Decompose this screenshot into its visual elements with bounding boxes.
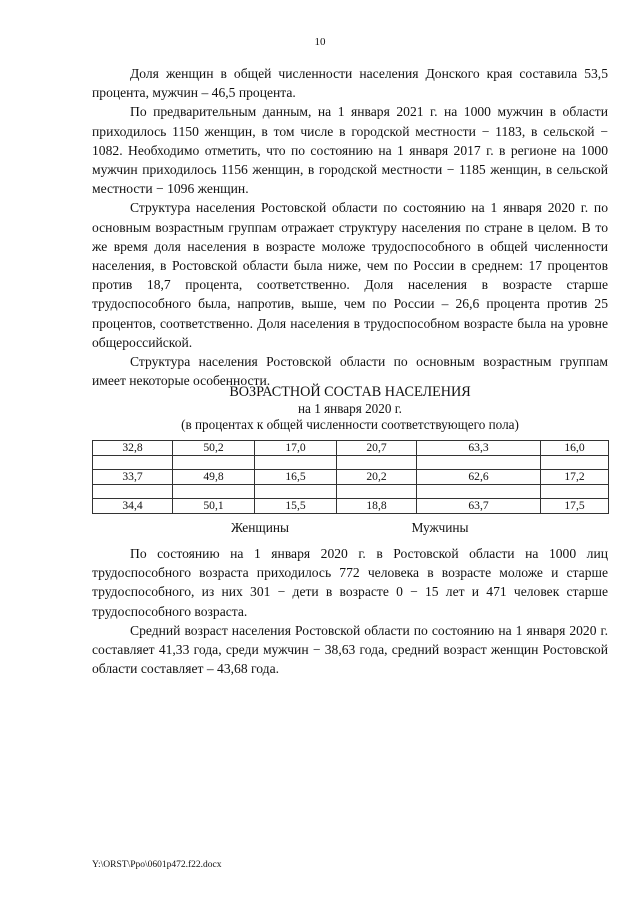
table-cell: 17,0	[255, 441, 337, 456]
table-cell: 17,2	[541, 470, 609, 485]
table-cell: 18,8	[337, 499, 417, 514]
table-note: (в процентах к общей численности соответствующего пола)	[181, 417, 519, 432]
table-cell: 16,0	[541, 441, 609, 456]
table-cell: 20,7	[337, 441, 417, 456]
paragraph: По состоянию на 1 января 2020 г. в Ростовской области на 1000 лиц трудоспособного возраста приходилось 772 человека в возрасте моложе и старше трудоспособного, из них 301 − дети в возрасте 0 − 15 лет и 471 человек старше трудоспособного возраста.	[92, 546, 608, 619]
paragraph: Структура населения Ростовской области по состоянию на 1 января 2020 г. по основным возрастным группам отражает структуру населения по стране в целом. В то же время доля населения в возрасте моложе трудоспособного в общей численности населения, в Ростовской области была ниже, чем по России в среднем: 17 процентов против 18,7 процента, соответственно. Доля населения в возрасте старше трудоспособного была, напротив, выше, чем по России – 26,6 процента против 25 процентов, соответственно. Доля населения в трудоспособном возрасте была на уровне общероссийской.	[92, 200, 608, 350]
table-row	[93, 499, 609, 514]
paragraph: Средний возраст населения Ростовской области по состоянию на 1 января 2020 г. составляет 41,33 года, среди мужчин − 38,63 года, средний возраст женщин Ростовской области составляет – 43,68 года.	[92, 622, 608, 677]
paragraph: Структура населения Ростовской области по основным возрастным группам имеет некоторые особенности.	[92, 354, 608, 389]
page-number: 10	[314, 36, 326, 48]
table-row	[93, 441, 609, 456]
age-structure-table	[92, 440, 609, 514]
group-label-women: Женщины	[230, 520, 290, 535]
paragraph: Доля женщин в общей численности населения Донского края составила 53,5 процента, мужчин – 46,5 процента.	[92, 66, 608, 101]
table-cell: 50,2	[173, 441, 255, 456]
table-spacer-row	[93, 456, 609, 470]
body-text-top	[92, 64, 608, 390]
table-cell: 15,5	[255, 499, 337, 514]
table-cell: 62,6	[417, 470, 541, 485]
table-cell: 17,5	[541, 499, 609, 514]
body-text-bottom	[92, 544, 608, 678]
table-cell: 32,8	[93, 441, 173, 456]
table-row	[93, 470, 609, 485]
table-title: ВОЗРАСТНОЙ СОСТАВ НАСЕЛЕНИЯ	[229, 384, 471, 400]
table-cell: 63,7	[417, 499, 541, 514]
table-cell: 34,4	[93, 499, 173, 514]
footer-file-path: Y:\ORST\Ppo\0601p472.f22.docx	[92, 860, 222, 870]
group-label-men: Мужчины	[411, 520, 469, 535]
table-cell: 20,2	[337, 470, 417, 485]
paragraph: По предварительным данным, на 1 января 2021 г. на 1000 мужчин в области приходилось 1150 женщин, в том числе в городской местности − 1183, в сельской − 1082. Необходимо отметить, что по состоянию на 1 января 2017 г. в регионе на 1000 мужчин приходилось 1156 женщин, в городской местности − 1185 женщин, в сельской местности − 1096 женщин.	[92, 104, 608, 197]
table-spacer-row	[93, 485, 609, 499]
table-cell: 16,5	[255, 470, 337, 485]
table-cell: 49,8	[173, 470, 255, 485]
table-subtitle: на 1 января 2020 г.	[298, 401, 402, 416]
table-cell: 63,3	[417, 441, 541, 456]
table-cell: 33,7	[93, 470, 173, 485]
table-heading	[92, 384, 608, 433]
table-cell: 50,1	[173, 499, 255, 514]
